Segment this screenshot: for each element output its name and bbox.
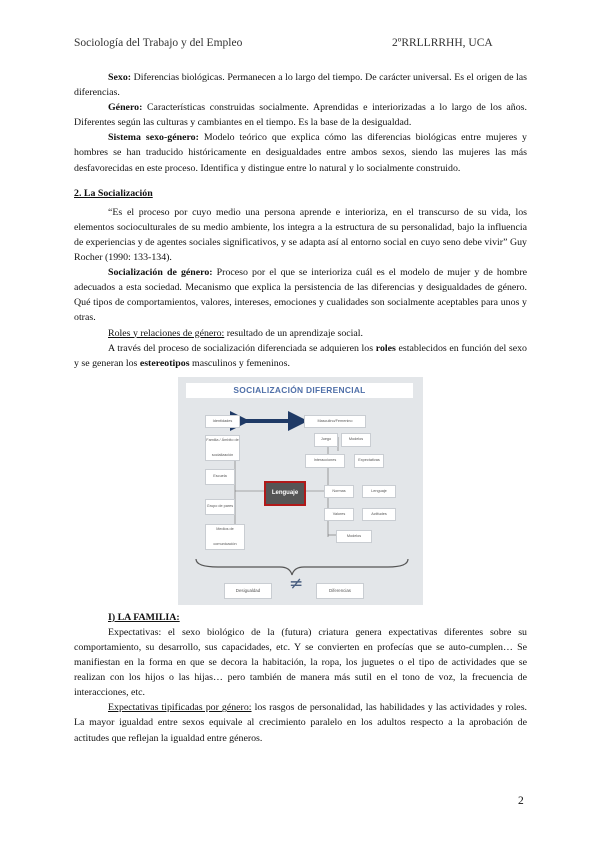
box-modelos: Modelos [336, 530, 372, 543]
socgen-text: Proceso por el que se interioriza cuál es el modelo de mujer y de hombre adecuados a esta sociedad. Mecanismo que explica la persistencia de las diferencias y desigualdades de género. Qué tipos de comportamientos, valores, intereses, emociones y cualidades son socialmente aceptables para unos y otras. [74, 267, 528, 324]
box-medios: Medios de comunicación [205, 524, 245, 550]
socgen-paragraph [74, 265, 527, 325]
curly-brace [196, 559, 408, 575]
through-text-1: A través del proceso de socialización diferenciada se adquieren los [108, 342, 376, 354]
quote-paragraph: “Es el proceso por cuyo medio una persona aprende e interioriza, en el transcurso de su vida, los elementos socioculturales de su medio ambiente, los integra a la estructura de su personalidad, bajo la influencia de experiencias y de agentes sociales significativos, y se adapta así al entorno social en cuyo seno debe vivir” Guy Rocher (1990: 133-134). [74, 206, 527, 264]
through-text-2: establecidos en función del sexo y se generan los [74, 342, 527, 369]
through-text-3: masculinos y femeninos. [189, 357, 290, 369]
sexo-text: Diferencias biológicas. Permanecen a lo largo del tiempo. De carácter universal. Es el origen de las diferencias. [74, 72, 527, 99]
header-left: Sociología del Trabajo y del Empleo [74, 37, 243, 49]
section-title [74, 186, 527, 201]
box-lenguaje-center: Lenguaje [264, 481, 306, 506]
through-paragraph [74, 341, 527, 371]
sistema-text: Modelo teórico que explica cómo las diferencias biológicas entre mujeres y hombres se han traducido históricamente en desigualdades entre ambos sexos, siendo las mujeres las más desfavorecidas en este proceso. Identifica y distingue entre lo natural y lo socialmente construido. [74, 132, 527, 174]
familia-title: I) LA FAMILIA: [108, 611, 180, 623]
diagram-title: SOCIALIZACIÓN DIFERENCIAL [186, 383, 413, 398]
genero-paragraph [74, 100, 527, 130]
socializacion-diagram [178, 377, 423, 605]
box-actitudes: Actitudes [362, 508, 396, 521]
section-title-text: 2. La Socialización [74, 187, 153, 199]
genero-term: Género: [108, 102, 143, 114]
box-juego: Juego [314, 433, 338, 447]
box-identidades: Identidades [205, 415, 240, 428]
box-lenguaje-right: Lenguaje [362, 485, 396, 498]
box-normas: Normas [324, 485, 354, 498]
sistema-term: Sistema sexo-género: [108, 132, 199, 144]
box-desigualdad: Desigualdad [224, 583, 272, 599]
familia-heading [74, 610, 527, 625]
box-diferencias: Diferencias [316, 583, 364, 599]
through-estereotipos: estereotipos [139, 357, 190, 369]
box-grupo-pares: Grupo de pares [205, 499, 235, 515]
roles-paragraph [74, 326, 527, 341]
box-familia: Familia / Ámbito de socialización [205, 435, 240, 461]
genero-text: Características construidas socialmente. Aprendidas e interiorizadas a lo largo de los años. Diferentes según las culturas y cambiantes en el tiempo. Es la base de la desigualdad. [74, 102, 527, 129]
tipificadas-term: Expectativas tipificadas por género: [108, 702, 252, 714]
box-modelos-top: Modelos [341, 433, 371, 447]
sistema-paragraph [74, 130, 527, 175]
sexo-term: Sexo: [108, 72, 132, 83]
page-number: 2 [518, 795, 524, 807]
expectativas-paragraph: Expectativas: el sexo biológico de la (futura) criatura genera expectativas diferentes sobre su comportamiento, su desarrollo, sus capacidades, etc. Y se convierten en profecías que se auto-cumplen… Se manifiestan en la forma en que se decora la habitación, la ropa, los juguetes o el tipo de actividades que se realizan con los hijos o las hijas… pero también de manera más sutil en el tono de voz, la frecuencia de interacciones, etc. [74, 626, 527, 699]
sexo-paragraph [74, 70, 527, 100]
roles-term: Roles y relaciones de género: [108, 327, 225, 339]
tipificadas-text: los rasgos de personalidad, las habilidades y las actividades y roles. La mayor igualdad entre sexos equivale al crecimiento paralelo en los adultos respecto a la aprobación de actitudes que reflejan la igualdad entre géneros. [74, 702, 528, 744]
not-equal-icon: ≠ [289, 573, 304, 594]
box-masculino-femenino: Masculino/Femenino [304, 415, 366, 428]
through-roles: roles [375, 342, 396, 354]
box-valores: Valores [324, 508, 354, 521]
document-body [74, 70, 527, 746]
box-expectativas: Expectativas [354, 454, 384, 468]
header-right: 2ºRRLLRRHH, UCA [392, 37, 493, 49]
socgen-term: Socialización de género: [108, 267, 213, 279]
box-interacciones: Interacciones [305, 454, 345, 468]
box-escuela: Escuela [205, 469, 235, 485]
tipificadas-paragraph [74, 700, 527, 745]
roles-text: resultado de un aprendizaje social. [224, 327, 364, 339]
